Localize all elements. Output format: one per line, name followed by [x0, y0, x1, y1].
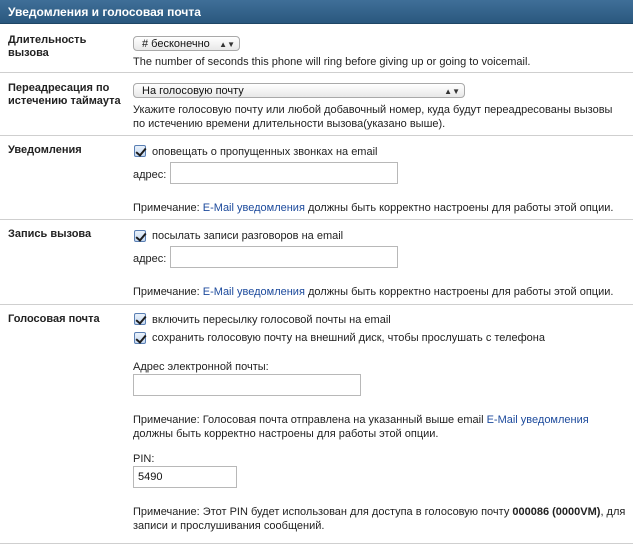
timeout-forward-description: Укажите голосовую почту или любой добавочный номер, куда будут переадресованы вызовы по истечению времени длительности вызова(указано выше). [133, 104, 613, 130]
ring-duration-description: The number of seconds this phone will ring before giving up or going to voicemail. [133, 56, 531, 68]
divider [0, 543, 633, 544]
recording-address-input[interactable] [170, 246, 398, 268]
email-notifications-link[interactable]: E-Mail уведомления [202, 202, 305, 214]
notify-address-input[interactable] [170, 162, 398, 184]
note-prefix: Примечание: [133, 286, 203, 298]
divider [0, 72, 633, 73]
voicemail-store-label: сохранить голосовую почту на внешний диск, чтобы прослушать с телефона [152, 332, 545, 344]
send-recordings-label: посылать записи разговоров на email [152, 230, 344, 242]
recording-address-label: адрес: [133, 253, 167, 265]
voicemail-number: 000086 (0000VM) [512, 506, 601, 518]
voicemail-email-label: Адрес электронной почты: [133, 361, 269, 373]
pin-note-prefix: Примечание: Этот PIN будет использован для доступа в голосовую почту [133, 506, 513, 518]
select-arrows-icon: ▲▼ [444, 87, 460, 96]
divider [0, 135, 633, 136]
timeout-forward-value: На голосовую почту [142, 85, 244, 97]
divider [0, 304, 633, 305]
timeout-forward-select[interactable] [133, 83, 465, 98]
ring-duration-label: Длительность вызова [8, 34, 87, 59]
select-arrows-icon: ▲▼ [219, 40, 235, 49]
note-suffix: должны быть корректно настроены для работы этой опции. [133, 428, 439, 440]
email-notifications-link[interactable]: E-Mail уведомления [202, 286, 305, 298]
section-header [0, 0, 633, 24]
pin-input[interactable] [133, 466, 237, 488]
note-prefix: Примечание: Голосовая почта отправлена на указанный выше email [133, 414, 487, 426]
ring-duration-select[interactable] [133, 36, 240, 51]
voicemail-store-checkbox[interactable] [134, 332, 146, 344]
timeout-forward-label: Переадресация по истечению таймаута [8, 82, 121, 107]
voicemail-label: Голосовая почта [8, 313, 100, 325]
voicemail-forward-checkbox[interactable] [134, 313, 146, 325]
voicemail-email-input[interactable] [133, 374, 361, 396]
note-suffix: должны быть корректно настроены для работы этой опции. [304, 286, 614, 298]
notify-note [133, 201, 613, 215]
divider [0, 219, 633, 220]
note-suffix: должны быть корректно настроены для работы этой опции. [304, 202, 614, 214]
call-recording-label: Запись вызова [8, 228, 92, 240]
email-notifications-link[interactable]: E-Mail уведомления [486, 414, 589, 426]
notify-missed-calls-label: оповещать о пропущенных звонках на email [152, 146, 378, 158]
voicemail-forward-label: включить пересылку голосовой почты на email [152, 314, 391, 326]
pin-note-suffix: , для записи и прослушивания сообщений. [133, 506, 626, 532]
voicemail-note [133, 413, 628, 441]
send-recordings-checkbox[interactable] [134, 230, 146, 242]
notify-address-label: адрес: [133, 169, 167, 181]
notifications-label: Уведомления [8, 144, 82, 156]
section-title: Уведомления и голосовая почта [8, 5, 201, 19]
pin-label: PIN: [133, 453, 155, 465]
notify-missed-calls-checkbox[interactable] [134, 145, 146, 157]
ring-duration-value: # бесконечно [142, 38, 210, 50]
recording-note [133, 285, 613, 299]
note-prefix: Примечание: [133, 202, 203, 214]
pin-note [133, 505, 628, 533]
